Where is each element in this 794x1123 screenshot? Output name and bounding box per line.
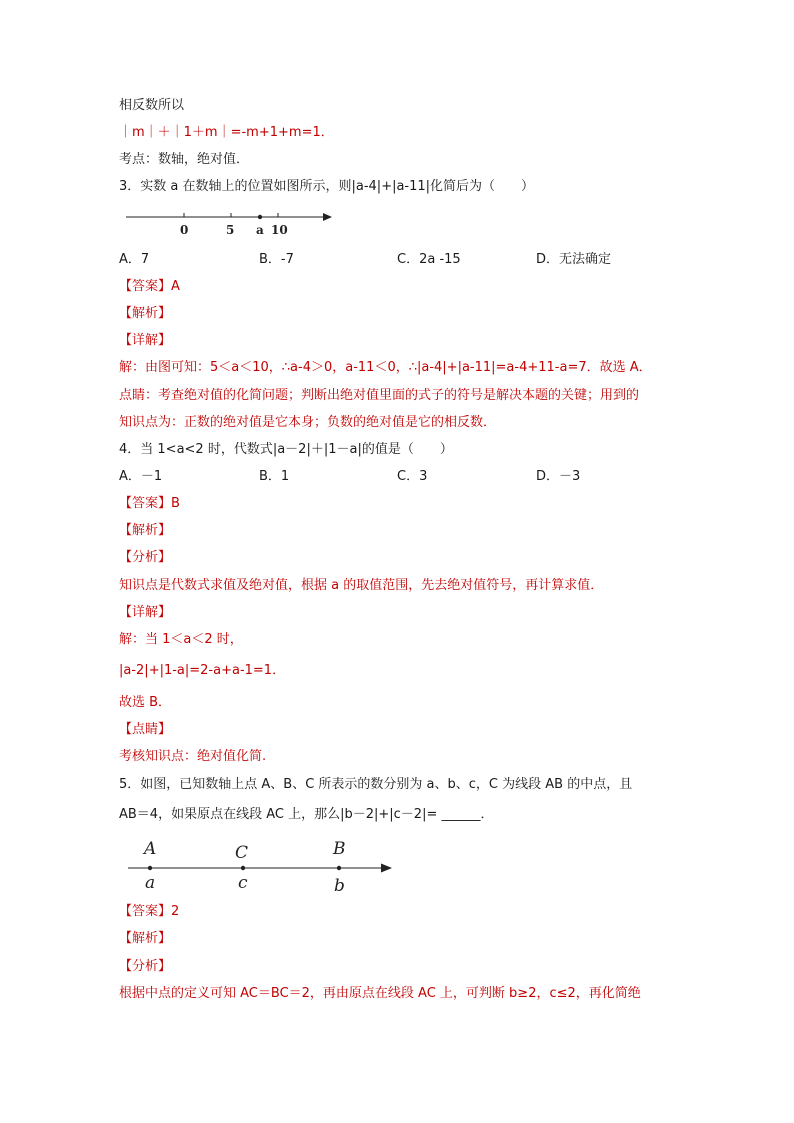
q4-sol-3: 故选 B． [119, 695, 172, 710]
q3-option-a: A．7 [119, 252, 150, 267]
formula-line: ｜m｜＋｜1＋m｜=-m+1+m=1． [119, 125, 334, 140]
q3-analysis-tag: 【解析】 [119, 306, 172, 321]
value-label-b: b [334, 876, 345, 895]
q3-solution: 解：由图可知：5＜a＜10，∴a-4＞0，a-11＜0，∴|a-4|+|a-11|=a-4+11-a=7．故选 A． [119, 360, 652, 375]
axis-label-10: 10 [271, 223, 288, 237]
q3-option-c: C．2a -15 [397, 252, 461, 267]
q4-sol-1: 解：当 1＜a＜2 时， [119, 632, 243, 647]
text-line: 相反数所以 [119, 98, 185, 113]
q3-detail-tag: 【详解】 [119, 333, 172, 348]
q5-fenxi-tag: 【分析】 [119, 959, 172, 974]
q4-option-c: C．3 [397, 469, 428, 484]
q4-fenxi-tag: 【分析】 [119, 550, 172, 565]
kaodian-line: 考点：数轴，绝对值． [119, 152, 250, 167]
axis-label-0: 0 [180, 223, 189, 237]
q4-detail-tag: 【详解】 [119, 605, 172, 620]
q5-analysis-tag: 【解析】 [119, 931, 172, 946]
q3-answer: 【答案】A [119, 279, 180, 294]
q4-answer: 【答案】B [119, 496, 180, 511]
q4-analysis-tag: 【解析】 [119, 523, 172, 538]
q3-option-b: B．-7 [259, 252, 294, 267]
q4-sol-2: |a-2|+|1-a|=2-a+a-1=1． [119, 663, 286, 678]
q3-number-line [120, 205, 340, 237]
q4-stem: 4．当 1<a<2 时，代数式|a－2|＋|1－a|的值是（ ） [119, 442, 453, 457]
q4-dianjing-tag: 【点睛】 [119, 722, 172, 737]
value-label-c: c [238, 873, 248, 893]
q5-stem-2: AB＝4，如果原点在线段 AC 上，那么|b－2|+|c－2|= ______． [119, 807, 494, 822]
value-label-a: a [145, 873, 156, 893]
q4-fenxi: 知识点是代数式求值及绝对值，根据 a 的取值范围，先去绝对值符号，再计算求值． [119, 578, 604, 593]
q5-stem-1: 5．如图，已知数轴上点 A、B、C 所表示的数分别为 a、b、c，C 为线段 AB 的中点，且 [119, 777, 633, 792]
q5-number-line [122, 835, 402, 895]
axis-label-5: 5 [226, 223, 235, 237]
q3-stem: 3．实数 a 在数轴上的位置如图所示，则|a-4|+|a-11|化简后为（ ） [119, 179, 535, 194]
q4-option-a: A．－1 [119, 469, 163, 484]
q5-fenxi: 根据中点的定义可知 AC＝BC＝2，再由原点在线段 AC 上，可判断 b≥2，c≤2，再化简绝 [119, 986, 641, 1001]
q4-dianjing: 考核知识点：绝对值化简. [119, 749, 267, 764]
q5-answer: 【答案】2 [119, 904, 180, 919]
q4-option-d: D．－3 [536, 469, 581, 484]
q3-comment-2: 知识点为：正数的绝对值是它本身；负数的绝对值是它的相反数． [119, 415, 497, 430]
point-label-B: B [333, 839, 346, 859]
q4-option-b: B．1 [259, 469, 290, 484]
point-label-C: C [235, 843, 249, 863]
q3-option-d: D．无法确定 [536, 252, 612, 267]
point-label-A: A [144, 839, 157, 859]
q3-comment-1: 点睛：考查绝对值的化简问题；判断出绝对值里面的式子的符号是解决本题的关键；用到的 [119, 388, 640, 403]
axis-label-a: a [256, 223, 264, 237]
